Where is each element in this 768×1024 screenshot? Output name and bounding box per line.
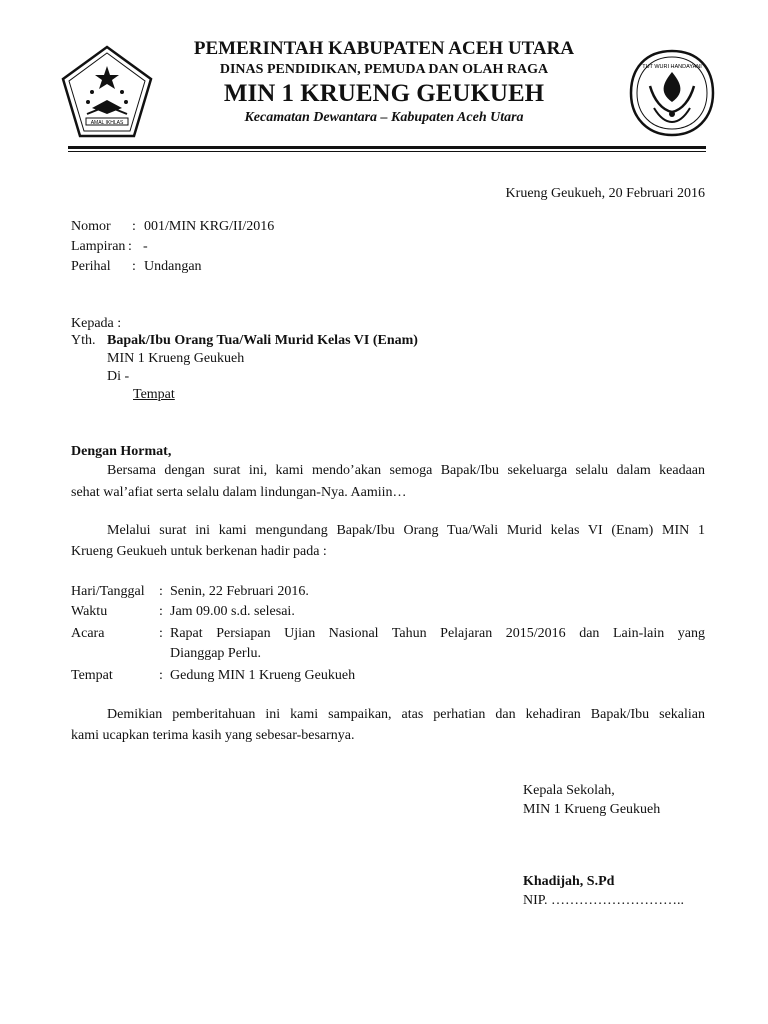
right-logo-text: TUT WURI HANDAYANI	[642, 64, 702, 70]
recipient-kepada: Kepada :	[71, 316, 122, 331]
detail-event-label: Acara	[71, 626, 105, 641]
letterhead-divider-thin	[68, 151, 706, 152]
paragraph-2-line-2: Krueng Geukueh untuk berkenan hadir pada :	[71, 544, 327, 559]
header-district: Kecamatan Dewantara – Kabupaten Aceh Utara	[244, 110, 524, 125]
meta-attachment-sep: :	[128, 239, 132, 254]
detail-event-value-cont: Dianggap Perlu.	[170, 646, 261, 661]
letterhead-divider-thick	[68, 146, 706, 149]
detail-place-sep: :	[159, 668, 163, 683]
recipient-tempat: Tempat	[133, 387, 175, 402]
signature-org: MIN 1 Krueng Geukueh	[523, 802, 661, 817]
signature-nip: NIP. ………………………..	[523, 893, 685, 908]
detail-day-label: Hari/Tanggal	[71, 584, 145, 599]
paragraph-3-line-2: kami ucapkan terima kasih yang sebesar-besarnya.	[71, 728, 355, 743]
meta-subject-label: Perihal	[71, 259, 111, 274]
paragraph-1-line-1: Bersama dengan surat ini, kami mendo’akan semoga Bapak/Ibu sekeluarga selalu dalam keadaan	[107, 463, 705, 478]
meta-subject-sep: :	[132, 259, 136, 274]
meta-number-sep: :	[132, 219, 136, 234]
recipient-name: Bapak/Ibu Orang Tua/Wali Murid Kelas VI (Enam)	[107, 333, 418, 348]
detail-day-value: Senin, 22 Februari 2016.	[170, 584, 309, 599]
paragraph-1-line-2: sehat wal’afiat serta selalu dalam lindungan-Nya. Aamiin…	[71, 485, 407, 500]
recipient-di: Di -	[107, 369, 130, 384]
header-government: PEMERINTAH KABUPATEN ACEH UTARA	[193, 38, 575, 59]
meta-subject-value: Undangan	[144, 259, 202, 274]
meta-attachment-value: -	[143, 239, 148, 254]
header-school-name: MIN 1 KRUENG GEUKUEH	[223, 80, 545, 107]
detail-place-label: Tempat	[71, 668, 113, 683]
signature-title: Kepala Sekolah,	[523, 783, 615, 798]
signature-name: Khadijah, S.Pd	[523, 874, 615, 889]
detail-day-sep: :	[159, 584, 163, 599]
detail-event-sep: :	[159, 626, 163, 641]
detail-place-value: Gedung MIN 1 Krueng Geukueh	[170, 668, 356, 683]
meta-attachment-label: Lampiran	[71, 239, 126, 254]
letter-date: Krueng Geukueh, 20 Februari 2016	[505, 186, 705, 201]
detail-time-label: Waktu	[71, 604, 108, 619]
salutation: Dengan Hormat,	[71, 444, 172, 459]
header-department: DINAS PENDIDIKAN, PEMUDA DAN OLAH RAGA	[219, 62, 549, 77]
paragraph-3-line-1: Demikian pemberitahuan ini kami sampaikan, atas perhatian dan kehadiran Bapak/Ibu sekalian	[107, 707, 705, 722]
meta-number-label: Nomor	[71, 219, 111, 234]
detail-time-value: Jam 09.00 s.d. selesai.	[170, 604, 295, 619]
left-logo-text: AMAL IKHLAS	[90, 120, 124, 126]
detail-event-value: Rapat Persiapan Ujian Nasional Tahun Pelajaran 2015/2016 dan Lain-lain yang	[170, 626, 705, 641]
detail-time-sep: :	[159, 604, 163, 619]
paragraph-2-line-1: Melalui surat ini kami mengundang Bapak/Ibu Orang Tua/Wali Murid kelas VI (Enam) MIN 1	[107, 523, 705, 538]
recipient-org: MIN 1 Krueng Geukueh	[107, 351, 245, 366]
recipient-yth: Yth.	[71, 333, 96, 348]
meta-number-value: 001/MIN KRG/II/2016	[144, 219, 275, 234]
